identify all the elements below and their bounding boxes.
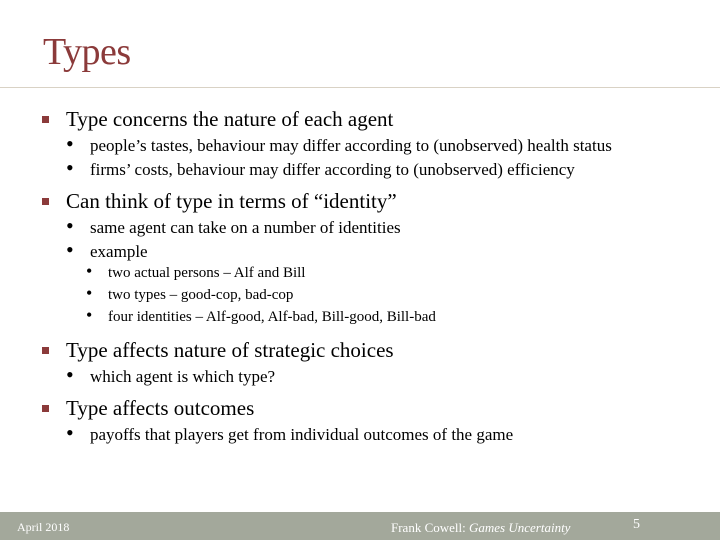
slide-footer [0,512,720,540]
square-bullet-icon [42,405,49,412]
footer-author: Frank Cowell: [391,520,466,535]
dot-bullet-icon: • [86,305,93,325]
footer-attribution [391,520,570,536]
sub-sub-bullet-item [86,261,306,282]
dot-bullet-icon: • [66,420,74,445]
sub-bullet-item [66,362,276,387]
sub-sub-bullet-text: two actual persons – Alf and Bill [108,265,306,281]
sub-bullet-text: example [90,242,148,261]
page-number: 5 [633,517,640,532]
square-bullet-icon [42,116,49,123]
dot-bullet-icon: • [86,283,93,303]
bullet-text: Type affects nature of strategic choices [66,338,394,362]
dot-bullet-icon: • [66,155,74,180]
sub-bullet-text: firms’ costs, behaviour may differ according to (unobserved) efficiency [90,160,575,179]
sub-bullet-item [66,420,514,445]
bullet-item [42,107,393,132]
square-bullet-icon [42,347,49,354]
bullet-text: Type affects outcomes [66,396,255,420]
sub-sub-bullet-item [86,283,294,304]
bullet-item [42,189,397,214]
sub-sub-bullet-item [86,305,436,326]
sub-bullet-item [66,237,148,262]
sub-bullet-text: which agent is which type? [90,367,276,386]
dot-bullet-icon: • [66,362,74,387]
square-bullet-icon [42,198,49,205]
sub-bullet-text: people’s tastes, behaviour may differ according to (unobserved) health status [90,136,612,155]
title-divider [0,87,720,88]
dot-bullet-icon: • [66,131,74,156]
sub-sub-bullet-text: two types – good-cop, bad-cop [108,287,294,303]
dot-bullet-icon: • [66,237,74,262]
sub-sub-bullet-text: four identities – Alf-good, Alf-bad, Bill-good, Bill-bad [108,309,436,325]
bullet-text: Type concerns the nature of each agent [66,107,394,131]
slide-title: Types [43,31,131,73]
sub-bullet-item [66,131,612,156]
sub-bullet-item [66,213,401,238]
sub-bullet-item [66,155,575,180]
footer-date: April 2018 [17,520,70,534]
bullet-text: Can think of type in terms of “identity” [66,189,397,213]
bullet-item [42,396,254,421]
sub-bullet-text: payoffs that players get from individual outcomes of the game [90,425,514,444]
bullet-item [42,338,394,363]
dot-bullet-icon: • [86,261,93,281]
sub-bullet-text: same agent can take on a number of identities [90,218,401,237]
footer-course: Games Uncertainty [469,520,571,535]
dot-bullet-icon: • [66,213,74,238]
